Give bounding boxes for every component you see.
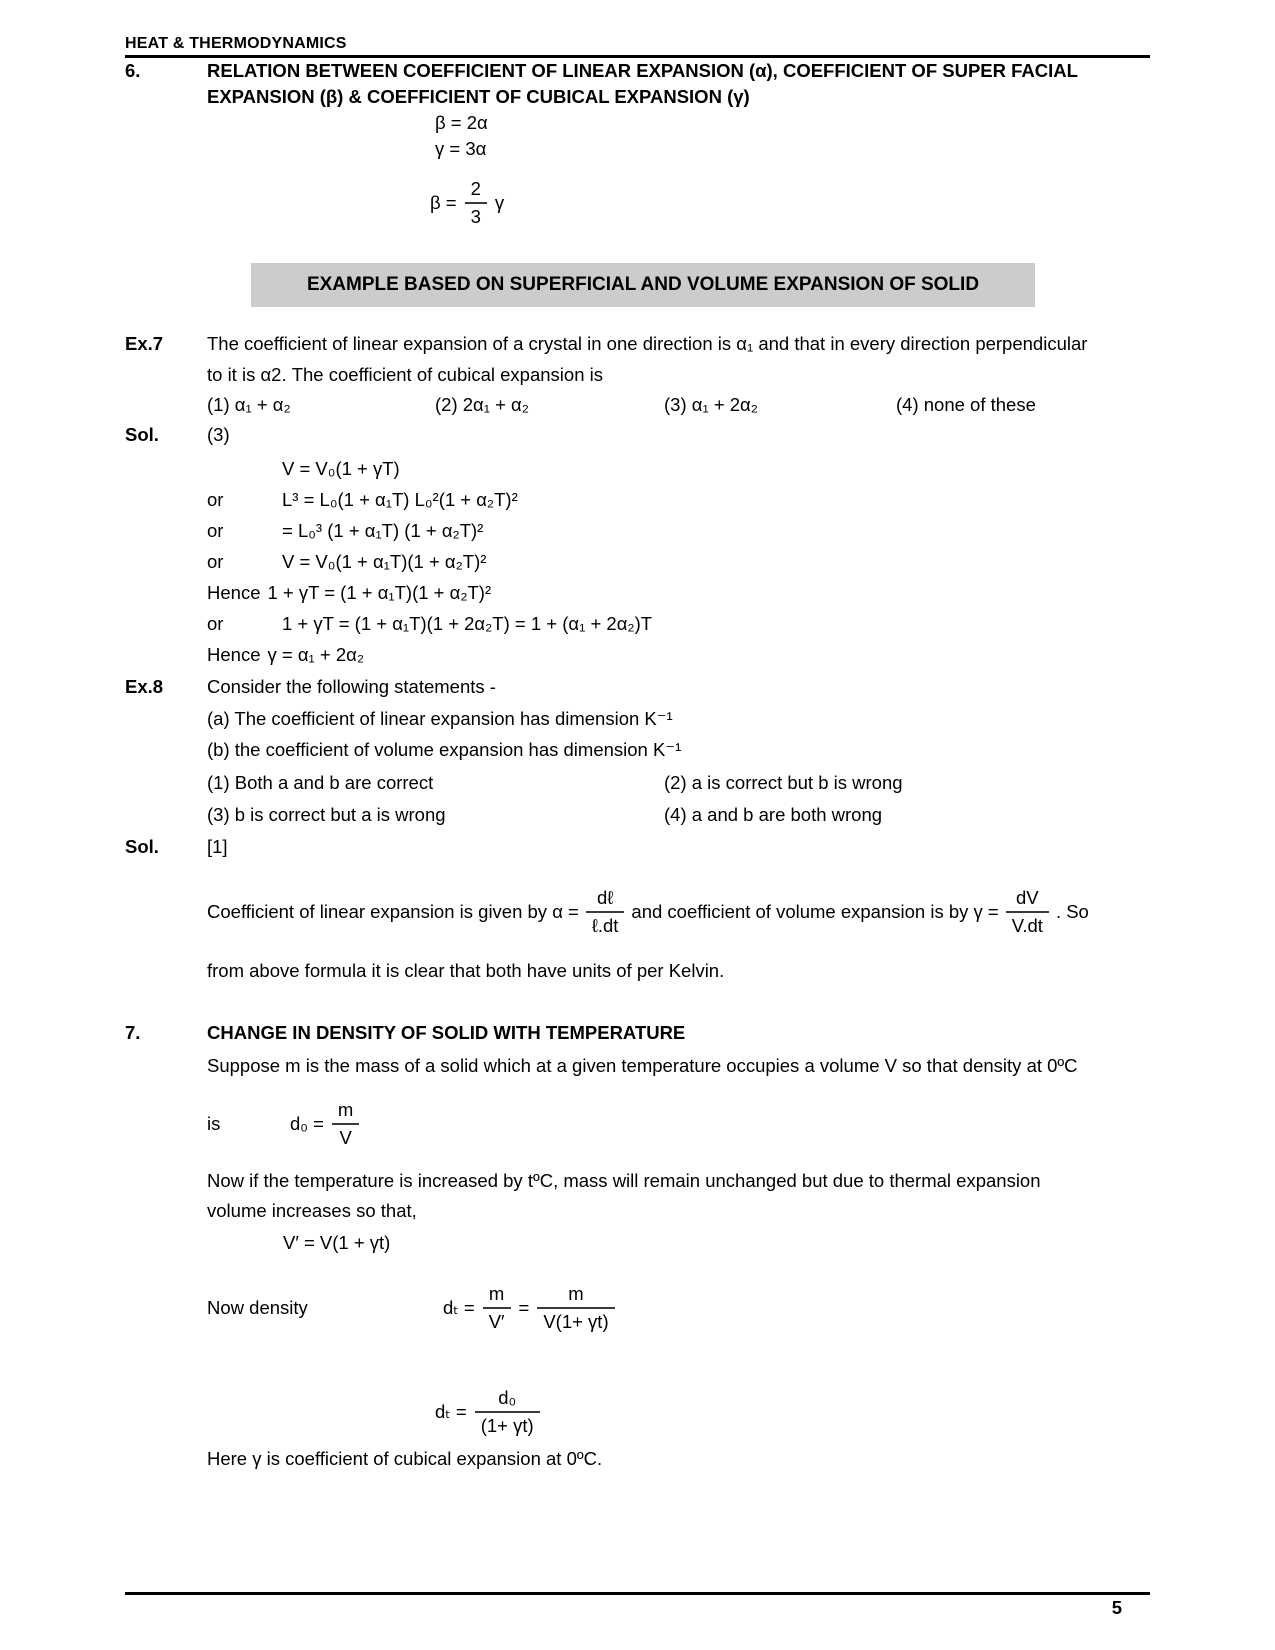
- statement-a: (a) The coefficient of linear expansion has dimension K⁻¹: [207, 708, 673, 729]
- solution-answer: (3): [207, 424, 230, 445]
- paragraph-line: volume increases so that,: [207, 1200, 417, 1221]
- option-2: (2) a is correct but b is wrong: [664, 772, 903, 793]
- chapter-title: HEAT & THERMODYNAMICS: [125, 35, 347, 52]
- solution-answer: [1]: [207, 836, 228, 857]
- section-6-number: 6.: [125, 60, 141, 81]
- step-formula: V = V₀(1 + γT): [282, 458, 400, 479]
- formula-lhs: β =: [430, 192, 457, 213]
- option-4: (4) a and b are both wrong: [664, 804, 883, 825]
- fraction-denominator: V.dt: [1011, 915, 1043, 936]
- explanation-text: and coefficient of volume expansion is by γ =: [631, 901, 999, 922]
- fraction: [1006, 885, 1049, 939]
- step-prefix: or: [207, 613, 224, 634]
- fraction-denominator: V(1+ γt): [543, 1311, 609, 1332]
- formula-beta-2alpha: β = 2α: [435, 112, 488, 133]
- density-at-t-lhs: dₜ =: [443, 1297, 475, 1318]
- explanation-text: . So: [1055, 901, 1089, 922]
- density-final-formula: [435, 1385, 1150, 1439]
- derivation-step: [207, 577, 1150, 608]
- step-prefix: or: [207, 489, 224, 510]
- example-8-solution: [125, 832, 1150, 862]
- density-at-t-label: Now density: [207, 1297, 308, 1318]
- option-1: (1) α₁ + α₂: [207, 394, 291, 415]
- example-banner: EXAMPLE BASED ON SUPERFICIAL AND VOLUME EXPANSION OF SOLID: [251, 263, 1035, 307]
- solution-label: Sol.: [125, 836, 159, 857]
- section-7-paragraph-3: Here γ is coefficient of cubical expansion at 0ºC.: [207, 1448, 603, 1469]
- statement-b: (b) the coefficient of volume expansion has dimension K⁻¹: [207, 739, 682, 760]
- section-6-heading: [125, 58, 1150, 110]
- formula-gamma-3alpha: γ = 3α: [435, 138, 487, 159]
- formula-beta-two-thirds-gamma: [430, 176, 1150, 230]
- page-footer: [125, 1592, 1150, 1620]
- option-2: (2) 2α₁ + α₂: [435, 394, 529, 415]
- fraction-denominator: (1+ γt): [480, 1415, 534, 1436]
- option-3: (3) α₁ + 2α₂: [664, 394, 758, 415]
- section-7-heading: [125, 1020, 1150, 1046]
- density-at-t-formula: [207, 1281, 1150, 1335]
- step-formula: 1 + γT = (1 + α₁T)(1 + α₂T)²: [267, 582, 492, 603]
- fraction-denominator: V: [339, 1127, 352, 1148]
- density-zero-formula: [207, 1097, 1150, 1151]
- density-zero-label: is: [207, 1113, 221, 1134]
- fraction-numerator: dℓ: [586, 885, 625, 913]
- paragraph-line: Now if the temperature is increased by tºC, mass will remain unchanged but due to thermal expansion: [207, 1170, 1041, 1191]
- derivation-step: [207, 608, 1150, 639]
- derivation-step: [207, 453, 1150, 484]
- fraction-numerator: m: [332, 1097, 359, 1125]
- section-7-title: CHANGE IN DENSITY OF SOLID WITH TEMPERATURE: [207, 1022, 686, 1043]
- example-8-explanation: [207, 885, 1150, 939]
- fraction: [332, 1097, 359, 1151]
- formula-rhs: γ: [494, 192, 505, 213]
- fraction-denominator: V′: [488, 1311, 505, 1332]
- step-formula: V = V₀(1 + α₁T)(1 + α₂T)²: [282, 551, 487, 572]
- solution-label: Sol.: [125, 424, 159, 445]
- footer-divider: [125, 1592, 1150, 1595]
- option-1: (1) Both a and b are correct: [207, 772, 434, 793]
- explanation-text: Coefficient of linear expansion is given by α =: [207, 901, 579, 922]
- example-7-text: [207, 328, 1150, 390]
- section-7-paragraph-1: Suppose m is the mass of a solid which at a given temperature occupies a volume V so that density at 0ºC: [207, 1055, 1078, 1076]
- fraction: [586, 885, 625, 939]
- step-formula: = L₀³ (1 + α₁T) (1 + α₂T)²: [282, 520, 484, 541]
- example-8-text: Consider the following statements -: [207, 676, 496, 697]
- example-8-options: [207, 767, 1150, 831]
- step-formula: L³ = L₀(1 + α₁T) L₀²(1 + α₂T)²: [282, 489, 518, 510]
- option-4: (4) none of these: [896, 394, 1036, 415]
- density-final-lhs: dₜ =: [435, 1401, 467, 1422]
- question-line: The coefficient of linear expansion of a crystal in one direction is α₁ and that in every direction perpendicular: [207, 333, 1088, 354]
- page-number: 5: [1111, 1597, 1122, 1618]
- fraction-numerator: m: [537, 1281, 614, 1309]
- example-8-statements: [125, 703, 1150, 765]
- example-7-label: Ex.7: [125, 333, 164, 354]
- derivation-step: [207, 639, 1150, 670]
- step-formula: γ = α₁ + 2α₂: [267, 644, 365, 665]
- example-7-options: [207, 390, 1150, 420]
- fraction: [483, 1281, 511, 1335]
- section-7-number: 7.: [125, 1022, 141, 1043]
- derivation-step: [207, 546, 1150, 577]
- step-prefix: or: [207, 520, 224, 541]
- section-7-paragraph-2: [207, 1166, 1150, 1226]
- example-7-question: [125, 328, 1150, 390]
- density-zero-lhs: d₀ =: [290, 1113, 324, 1134]
- fraction: [537, 1281, 614, 1335]
- derivation-step: [207, 515, 1150, 546]
- question-line: to it is α2. The coefficient of cubical expansion is: [207, 364, 603, 385]
- step-prefix: or: [207, 551, 224, 572]
- fraction: [475, 1385, 540, 1439]
- equals-sign: =: [518, 1297, 530, 1318]
- derivation-step: [207, 484, 1150, 515]
- fraction-denominator: ℓ.dt: [591, 915, 619, 936]
- fraction: [465, 176, 487, 230]
- fraction-denominator: 3: [470, 206, 481, 227]
- step-prefix: Hence: [207, 644, 261, 665]
- fraction-numerator: dV: [1006, 885, 1049, 913]
- section-6-title: RELATION BETWEEN COEFFICIENT OF LINEAR EXPANSION (α), COEFFICIENT OF SUPER FACIAL EXPANSION (β) & COEFFICIENT OF CUBICAL EXPANSION (γ): [207, 60, 1078, 107]
- example-7-derivation: [207, 453, 1150, 670]
- example-8-label: Ex.8: [125, 676, 164, 697]
- fraction-numerator: d₀: [475, 1385, 540, 1413]
- option-3: (3) b is correct but a is wrong: [207, 804, 446, 825]
- example-8-question: [125, 672, 1150, 702]
- explanation-conclusion: from above formula it is clear that both have units of per Kelvin.: [207, 960, 725, 981]
- example-7-solution: [125, 420, 1150, 450]
- volume-expansion-formula: V′ = V(1 + γt): [283, 1232, 391, 1253]
- step-formula: 1 + γT = (1 + α₁T)(1 + 2α₂T) = 1 + (α₁ + 2α₂)T: [282, 613, 653, 634]
- fraction-numerator: 2: [465, 176, 487, 204]
- step-prefix: Hence: [207, 582, 261, 603]
- fraction-numerator: m: [483, 1281, 511, 1309]
